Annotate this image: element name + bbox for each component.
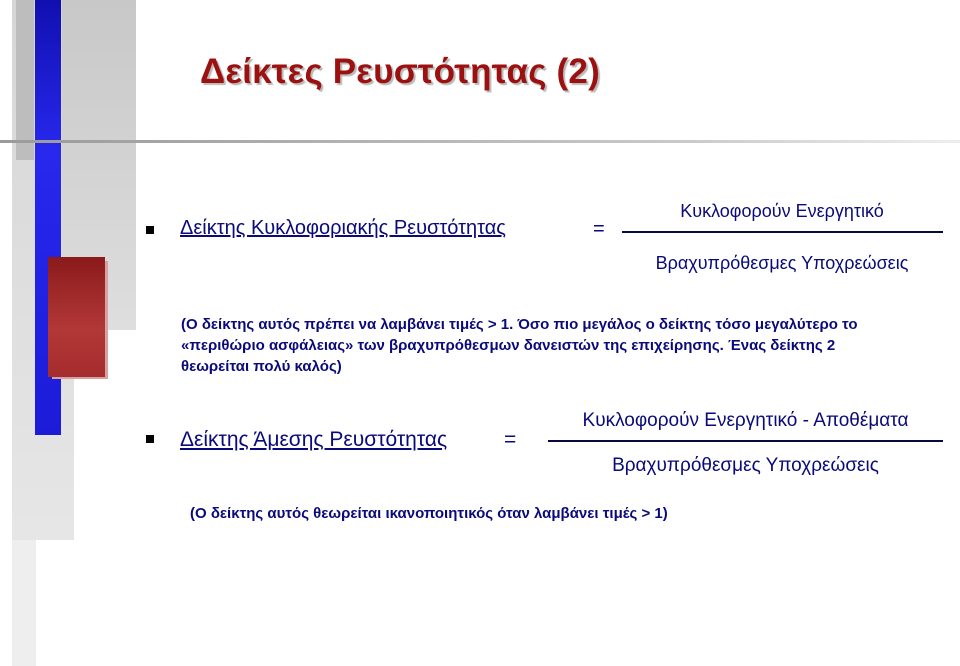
decor-red-block [48,257,105,377]
quick-ratio-label: Δείκτης Άμεσης Ρευστότητας [180,428,448,451]
quick-ratio-denominator: Βραχυπρόθεσμες Υποχρεώσεις [612,455,879,476]
square-bullet-icon [146,435,154,443]
current-ratio-fraction-bar [622,231,943,233]
quick-ratio-numerator: Κυκλοφορούν Ενεργητικό - Αποθέματα [582,410,909,431]
current-ratio-label: Δείκτης Κυκλοφοριακής Ρευστότητας [180,217,506,239]
decor-grey-strip [12,540,36,666]
quick-ratio-note: (Ο δείκτης αυτός θεωρείται ικανοποιητικός όταν λαμβάνει τιμές > 1) [190,505,668,522]
slide-title: Δείκτες Ρευστότητας (2) [200,52,600,91]
quick-ratio-fraction-bar [548,440,943,442]
title-divider [0,140,960,143]
square-bullet-icon [146,226,154,234]
current-ratio-numerator: Κυκλοφορούν Ενεργητικό [680,201,884,221]
quick-ratio-equals: = [504,428,517,451]
current-ratio-note: (Ο δείκτης αυτός πρέπει να λαμβάνει τιμές > 1. Όσο πιο μεγάλος ο δείκτης τόσο μεγαλύτερο το «περιθώριο ασφάλειας» των βραχυπρόθεσμων δανειστών της επιχείρησης. Ένας δείκτης 2 θεωρείται πολύ καλός) [181,316,858,375]
decor-dark-grey-strip [16,0,34,160]
current-ratio-denominator: Βραχυπρόθεσμες Υποχρεώσεις [655,253,909,273]
current-ratio-equals: = [593,218,605,240]
